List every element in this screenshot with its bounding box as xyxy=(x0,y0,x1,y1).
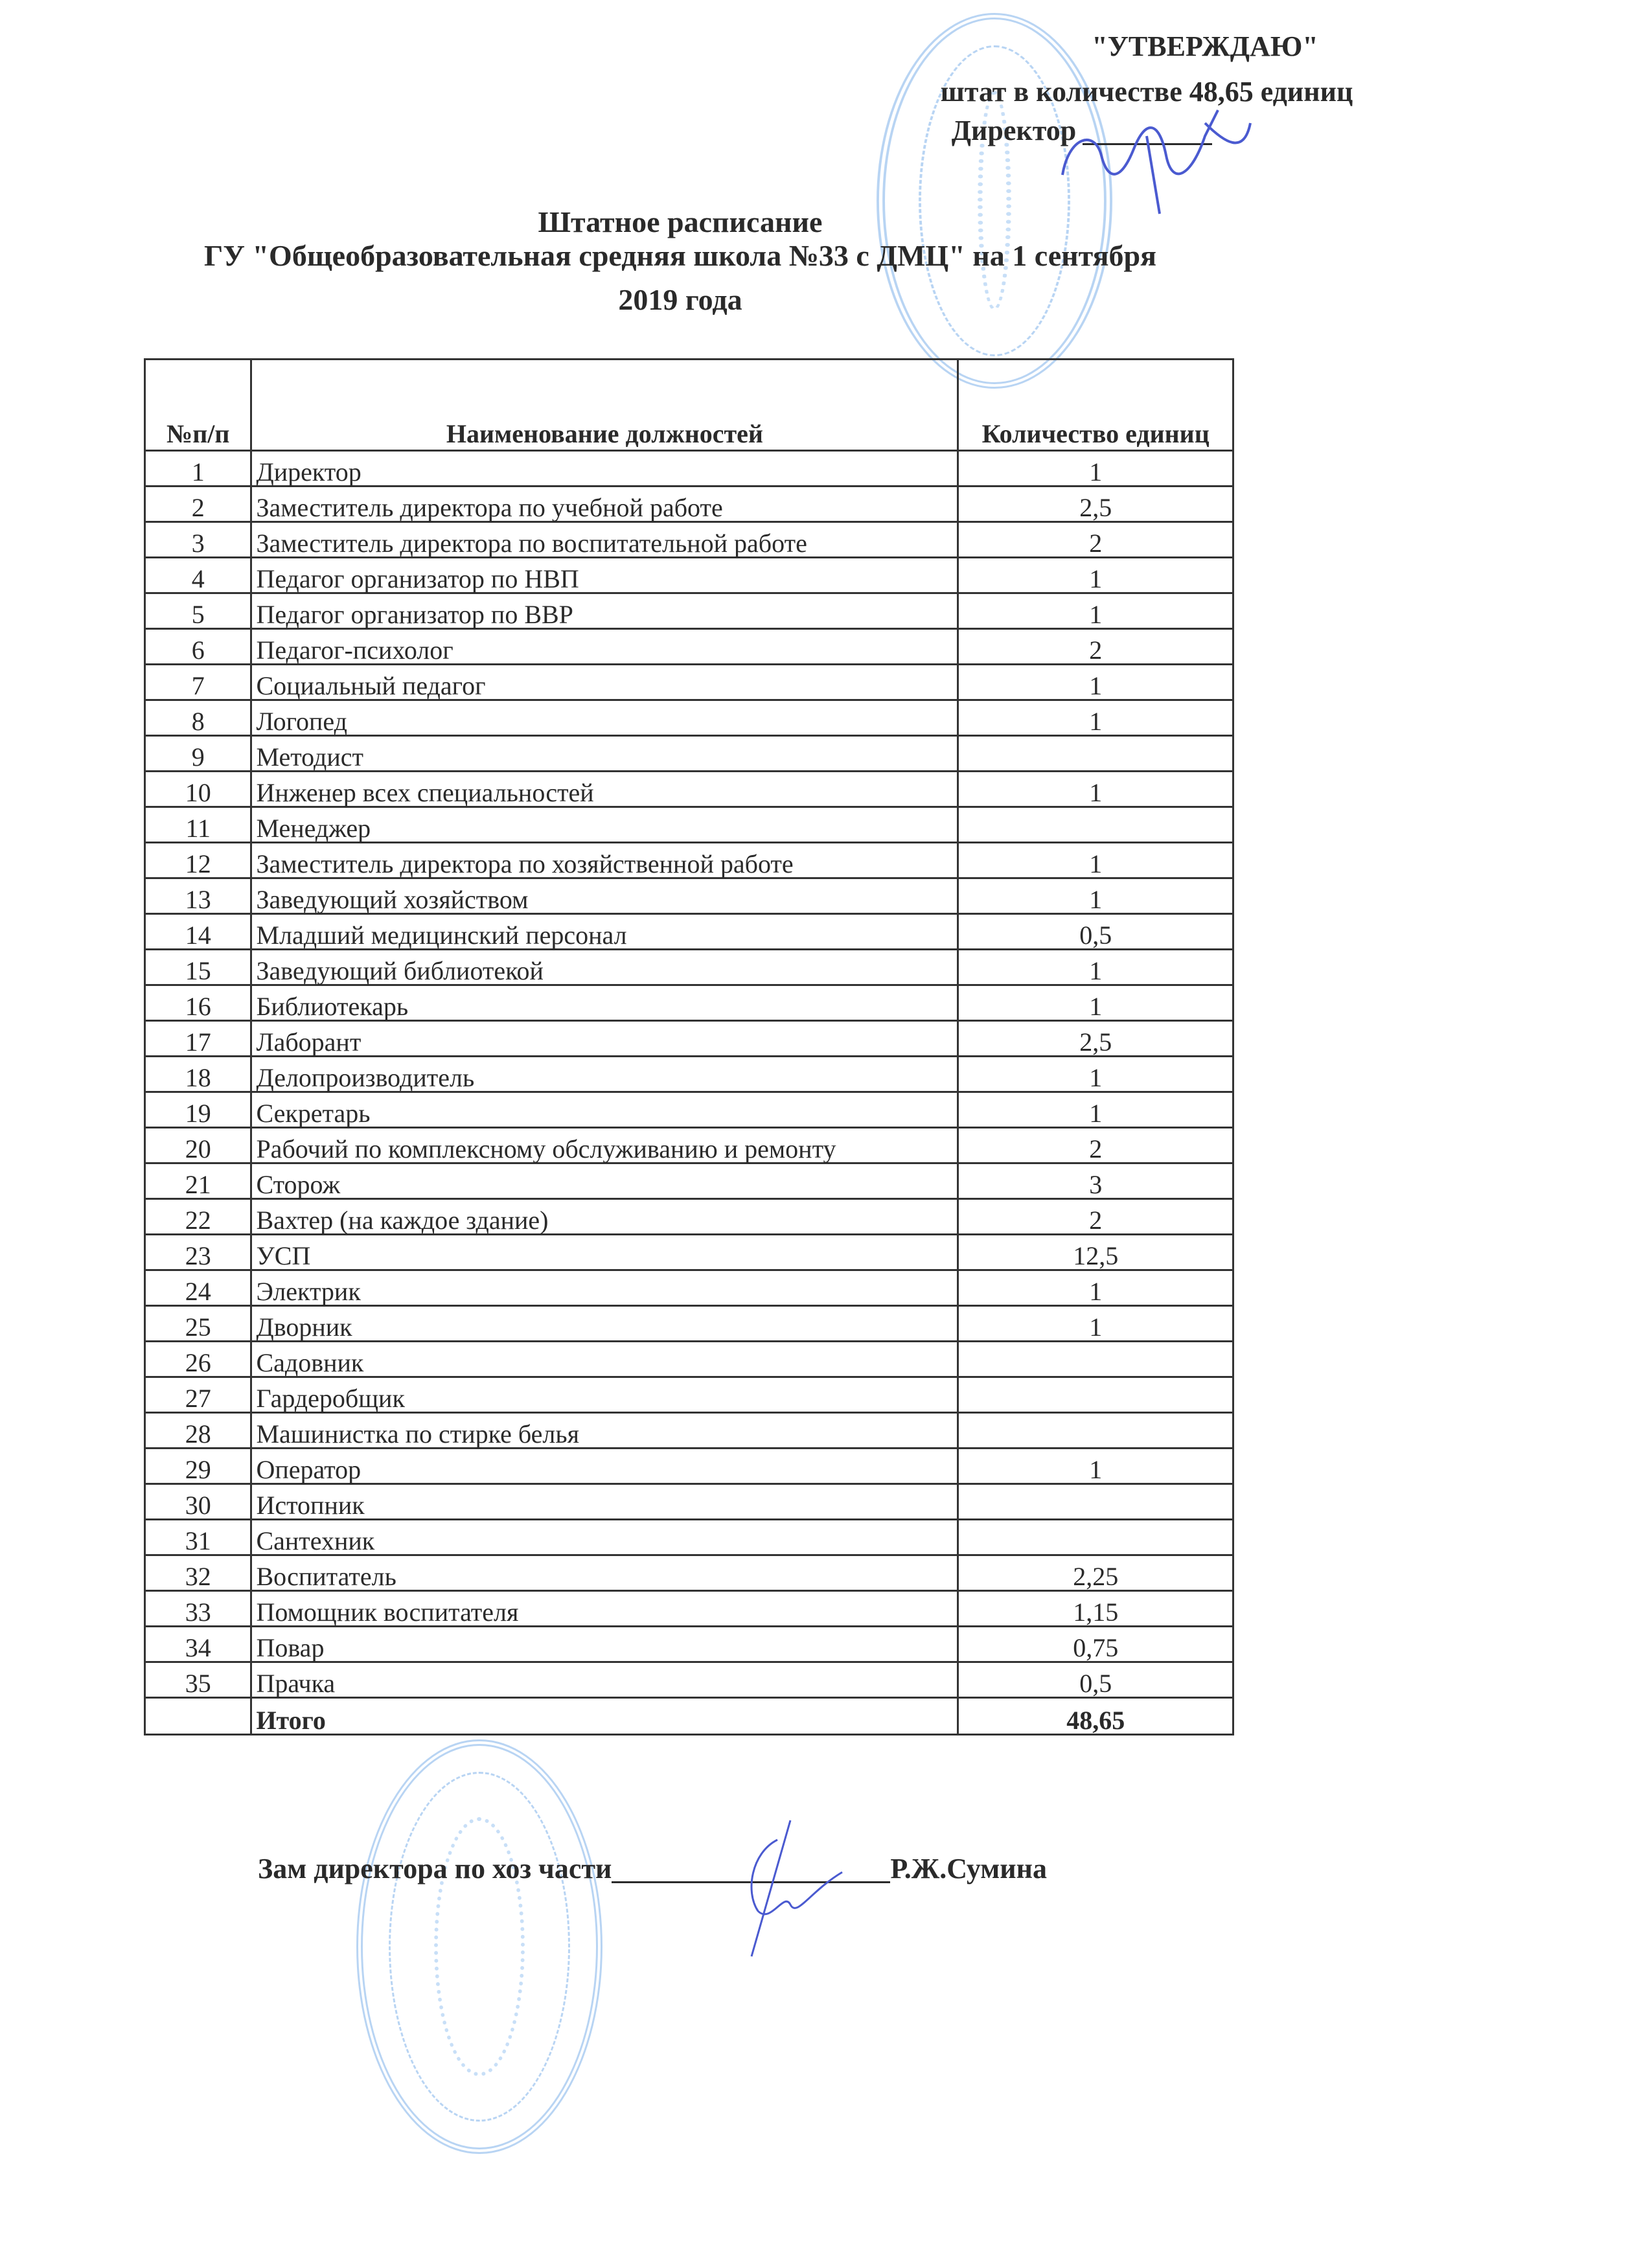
staffing-table xyxy=(144,358,1234,1735)
table-row xyxy=(145,878,1233,914)
row-position: Заведующий хозяйством xyxy=(251,878,958,914)
row-quantity xyxy=(958,1413,1233,1449)
row-position: Прачка xyxy=(251,1662,958,1698)
row-position: Заместитель директора по учебной работе xyxy=(251,487,958,522)
row-position: Помощник воспитателя xyxy=(251,1591,958,1627)
row-position: Лаборант xyxy=(251,1021,958,1057)
total-label: Итого xyxy=(251,1698,958,1735)
row-quantity: 2 xyxy=(958,522,1233,558)
row-quantity: 1 xyxy=(958,1057,1233,1092)
table-row xyxy=(145,950,1233,985)
table-row xyxy=(145,1377,1233,1413)
row-quantity: 2 xyxy=(958,1199,1233,1235)
row-number: 17 xyxy=(145,1021,251,1057)
row-position: Педагог организатор по ВВР xyxy=(251,593,958,629)
organization-name: ГУ "Общеобразовательная средняя школа №33 с ДМЦ" на 1 сентября xyxy=(203,239,1156,272)
table-row xyxy=(145,629,1233,665)
row-quantity: 0,5 xyxy=(958,914,1233,950)
row-position: Оператор xyxy=(251,1449,958,1484)
row-position: Машинистка по стирке белья xyxy=(251,1413,958,1449)
table-row xyxy=(145,914,1233,950)
row-quantity: 1 xyxy=(958,843,1233,878)
row-position: Директор xyxy=(251,451,958,487)
table-row xyxy=(145,843,1233,878)
table-row xyxy=(145,558,1233,593)
row-quantity: 1 xyxy=(958,1270,1233,1306)
header-position: Наименование должностей xyxy=(251,360,958,451)
table-row xyxy=(145,736,1233,772)
row-quantity xyxy=(958,1484,1233,1520)
row-number: 5 xyxy=(145,593,251,629)
row-position: Заведующий библиотекой xyxy=(251,950,958,985)
row-number: 3 xyxy=(145,522,251,558)
row-quantity: 0,75 xyxy=(958,1627,1233,1662)
row-number: 20 xyxy=(145,1128,251,1163)
row-quantity: 1,15 xyxy=(958,1591,1233,1627)
header-quantity: Количество единиц xyxy=(958,360,1233,451)
table-row xyxy=(145,522,1233,558)
row-number: 11 xyxy=(145,807,251,843)
director-signature-icon xyxy=(1050,97,1257,220)
row-position: Садовник xyxy=(251,1342,958,1377)
row-position: Педагог организатор по НВП xyxy=(251,558,958,593)
row-number: 33 xyxy=(145,1591,251,1627)
document-year: 2019 года xyxy=(618,283,742,316)
row-position: Электрик xyxy=(251,1270,958,1306)
row-quantity: 0,5 xyxy=(958,1662,1233,1698)
row-number: 14 xyxy=(145,914,251,950)
table-row xyxy=(145,487,1233,522)
row-number: 22 xyxy=(145,1199,251,1235)
table-row xyxy=(145,451,1233,487)
table-row xyxy=(145,1449,1233,1484)
row-number: 21 xyxy=(145,1163,251,1199)
row-position: УСП xyxy=(251,1235,958,1270)
table-row xyxy=(145,807,1233,843)
row-number: 35 xyxy=(145,1662,251,1698)
row-number: 1 xyxy=(145,451,251,487)
table-row xyxy=(145,593,1233,629)
row-quantity: 1 xyxy=(958,665,1233,700)
row-quantity xyxy=(958,1377,1233,1413)
table-row xyxy=(145,1662,1233,1698)
row-position: Педагог-психолог xyxy=(251,629,958,665)
row-quantity xyxy=(958,807,1233,843)
row-number: 32 xyxy=(145,1555,251,1591)
row-position: Секретарь xyxy=(251,1092,958,1128)
approval-staff-count: штат в количестве 48,65 единиц xyxy=(940,76,1353,108)
row-number: 23 xyxy=(145,1235,251,1270)
row-number: 24 xyxy=(145,1270,251,1306)
row-number: 30 xyxy=(145,1484,251,1520)
row-quantity: 2,5 xyxy=(958,1021,1233,1057)
row-quantity: 1 xyxy=(958,878,1233,914)
row-number: 19 xyxy=(145,1092,251,1128)
row-number: 31 xyxy=(145,1520,251,1555)
row-quantity: 1 xyxy=(958,558,1233,593)
table-row xyxy=(145,1163,1233,1199)
row-position: Заместитель директора по воспитательной работе xyxy=(251,522,958,558)
row-number: 15 xyxy=(145,950,251,985)
row-quantity: 1 xyxy=(958,1306,1233,1342)
table-row xyxy=(145,700,1233,736)
row-number: 28 xyxy=(145,1413,251,1449)
footer-signature-block xyxy=(258,1855,1047,1883)
row-position: Истопник xyxy=(251,1484,958,1520)
approval-heading: "УТВЕРЖДАЮ" xyxy=(1092,30,1318,62)
total-quantity: 48,65 xyxy=(958,1698,1233,1735)
row-number: 25 xyxy=(145,1306,251,1342)
row-quantity: 1 xyxy=(958,985,1233,1021)
table-row xyxy=(145,1021,1233,1057)
table-row xyxy=(145,665,1233,700)
table-row xyxy=(145,1128,1233,1163)
row-position: Делопроизводитель xyxy=(251,1057,958,1092)
row-number: 7 xyxy=(145,665,251,700)
row-number: 18 xyxy=(145,1057,251,1092)
row-number: 26 xyxy=(145,1342,251,1377)
row-position: Рабочий по комплексному обслуживанию и ремонту xyxy=(251,1128,958,1163)
document-title: Штатное расписание xyxy=(538,205,823,238)
row-quantity: 1 xyxy=(958,772,1233,807)
total-number-cell xyxy=(145,1698,251,1735)
table-row xyxy=(145,1342,1233,1377)
table-total-row xyxy=(145,1698,1233,1735)
row-quantity: 2 xyxy=(958,1128,1233,1163)
row-quantity: 12,5 xyxy=(958,1235,1233,1270)
row-quantity: 1 xyxy=(958,451,1233,487)
row-quantity xyxy=(958,736,1233,772)
row-quantity: 1 xyxy=(958,1449,1233,1484)
table-row xyxy=(145,1199,1233,1235)
row-position: Воспитатель xyxy=(251,1555,958,1591)
row-quantity: 1 xyxy=(958,593,1233,629)
table-header-row xyxy=(145,360,1233,451)
row-number: 29 xyxy=(145,1449,251,1484)
table-row xyxy=(145,1270,1233,1306)
row-number: 2 xyxy=(145,487,251,522)
row-position: Менеджер xyxy=(251,807,958,843)
row-position: Младший медицинский персонал xyxy=(251,914,958,950)
table-row xyxy=(145,1591,1233,1627)
row-position: Вахтер (на каждое здание) xyxy=(251,1199,958,1235)
row-number: 12 xyxy=(145,843,251,878)
row-position: Методист xyxy=(251,736,958,772)
table-row xyxy=(145,1484,1233,1520)
row-position: Заместитель директора по хозяйственной работе xyxy=(251,843,958,878)
footer-signer-title: Зам директора по хоз части xyxy=(258,1853,612,1884)
row-quantity: 2,25 xyxy=(958,1555,1233,1591)
row-number: 16 xyxy=(145,985,251,1021)
row-quantity: 1 xyxy=(958,1092,1233,1128)
row-position: Социальный педагог xyxy=(251,665,958,700)
table-row xyxy=(145,1092,1233,1128)
row-number: 27 xyxy=(145,1377,251,1413)
row-position: Логопед xyxy=(251,700,958,736)
row-position: Инженер всех специальностей xyxy=(251,772,958,807)
row-number: 8 xyxy=(145,700,251,736)
row-quantity: 2,5 xyxy=(958,487,1233,522)
row-number: 9 xyxy=(145,736,251,772)
table-row xyxy=(145,1413,1233,1449)
row-quantity: 1 xyxy=(958,700,1233,736)
table-row xyxy=(145,1235,1233,1270)
row-number: 4 xyxy=(145,558,251,593)
row-quantity: 1 xyxy=(958,950,1233,985)
row-quantity xyxy=(958,1342,1233,1377)
row-position: Повар xyxy=(251,1627,958,1662)
row-position: Дворник xyxy=(251,1306,958,1342)
table-row xyxy=(145,1520,1233,1555)
deputy-signature-icon xyxy=(713,1814,868,1963)
row-quantity: 2 xyxy=(958,629,1233,665)
row-quantity xyxy=(958,1520,1233,1555)
row-position: Гардеробщик xyxy=(251,1377,958,1413)
row-number: 34 xyxy=(145,1627,251,1662)
row-position: Сторож xyxy=(251,1163,958,1199)
table-row xyxy=(145,1627,1233,1662)
row-number: 13 xyxy=(145,878,251,914)
row-position: Сантехник xyxy=(251,1520,958,1555)
row-number: 6 xyxy=(145,629,251,665)
table-row xyxy=(145,985,1233,1021)
table-row xyxy=(145,1057,1233,1092)
director-title: Директор xyxy=(951,115,1077,146)
official-seal-stamp-bottom xyxy=(356,1739,602,2154)
header-number: №п/п xyxy=(145,360,251,451)
row-quantity: 3 xyxy=(958,1163,1233,1199)
footer-signer-name: Р.Ж.Сумина xyxy=(890,1853,1047,1884)
table-row xyxy=(145,1555,1233,1591)
table-row xyxy=(145,772,1233,807)
row-position: Библиотекарь xyxy=(251,985,958,1021)
row-number: 10 xyxy=(145,772,251,807)
table-row xyxy=(145,1306,1233,1342)
